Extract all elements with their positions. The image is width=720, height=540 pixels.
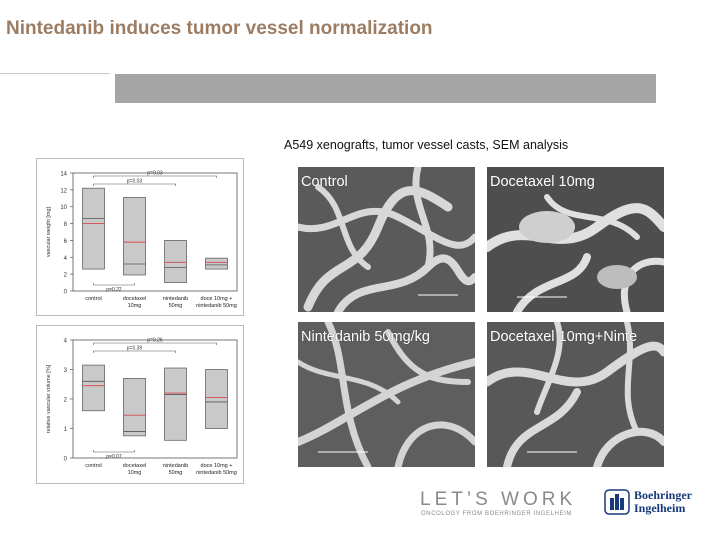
x-tick-label: nintedanib 50mg xyxy=(196,303,237,309)
box-2 xyxy=(165,368,187,440)
pvalue-bracket xyxy=(94,450,135,452)
y-tick-label: 2 xyxy=(63,272,67,279)
lets-work-logo: LET’S WORK xyxy=(420,489,577,510)
sem-image-nintedanib xyxy=(298,322,475,467)
image-label: Nintedanib 50mg/kg xyxy=(301,329,430,345)
images-subtitle: A549 xenografts, tumor vessel casts, SEM analysis xyxy=(284,138,569,152)
x-tick-label: 10mg xyxy=(127,303,142,309)
x-tick-label: 10mg xyxy=(127,470,142,476)
boehringer-logo-icon xyxy=(604,489,630,515)
pvalue-label: p=0.03 xyxy=(147,170,163,177)
chart-panel-weight xyxy=(36,158,244,316)
x-tick-label: nintedanib xyxy=(162,463,189,469)
y-tick-label: 10 xyxy=(60,205,67,212)
y-tick-label: 2 xyxy=(63,397,67,404)
y-tick-label: 4 xyxy=(63,255,67,262)
box-3 xyxy=(206,370,228,429)
image-label: Control xyxy=(301,174,348,190)
sem-image-combination xyxy=(487,322,664,467)
y-tick-label: 8 xyxy=(63,222,67,229)
pvalue-label: p=0.03 xyxy=(126,178,143,185)
pvalue-label: p=0.26 xyxy=(147,337,163,344)
bi-line1: Boehringer xyxy=(634,488,692,502)
bi-line2: Ingelheim xyxy=(634,501,686,515)
x-tick-label: control xyxy=(85,296,102,302)
header-bar xyxy=(115,74,656,103)
lets-work-tagline: ONCOLOGY FROM BOEHRINGER INGELHEIM xyxy=(421,511,572,517)
x-tick-label: 50mg xyxy=(168,303,183,309)
x-tick-label: nintedanib xyxy=(162,296,189,302)
y-axis-label: relative vascular volume [%] xyxy=(46,364,52,434)
chart-panel-volume xyxy=(36,325,244,484)
box-1 xyxy=(124,197,146,275)
y-tick-label: 0 xyxy=(63,289,67,296)
sem-image-docetaxel xyxy=(487,167,664,312)
pvalue-label: p=0.07 xyxy=(106,454,122,460)
boehringer-logo-text xyxy=(634,489,692,515)
x-tick-label: docetaxel xyxy=(122,296,147,302)
x-tick-label: doce 10mg + xyxy=(200,296,233,302)
y-tick-label: 1 xyxy=(63,427,67,433)
y-tick-label: 12 xyxy=(60,188,67,195)
sem-image-control xyxy=(298,167,475,312)
box-1 xyxy=(124,378,146,436)
page-title: Nintedanib induces tumor vessel normalization xyxy=(6,18,433,39)
box-0 xyxy=(83,188,105,269)
pvalue-label: p=0.39 xyxy=(126,345,143,352)
y-axis-label: vascular weight [mg] xyxy=(46,206,52,258)
x-tick-label: 50mg xyxy=(168,470,183,476)
box-2 xyxy=(165,240,187,282)
x-tick-label: control xyxy=(85,463,102,469)
y-tick-label: 3 xyxy=(63,368,67,374)
x-tick-label: docetaxel xyxy=(122,463,147,469)
image-label: Docetaxel 10mg+Ninte xyxy=(490,329,638,345)
x-tick-label: doce 10mg + xyxy=(200,463,233,469)
title-rule xyxy=(0,73,110,74)
chart-vascular-weight xyxy=(37,159,243,315)
chart-vascular-volume xyxy=(37,326,243,483)
box-3 xyxy=(206,258,228,269)
pvalue-label: p=0.22 xyxy=(106,287,122,293)
box-0 xyxy=(83,365,105,411)
image-label: Docetaxel 10mg xyxy=(490,174,595,190)
y-tick-label: 14 xyxy=(60,171,67,178)
x-tick-label: nintedanib 50mg xyxy=(196,470,237,476)
pvalue-bracket xyxy=(94,283,135,285)
y-tick-label: 4 xyxy=(63,338,67,345)
y-tick-label: 6 xyxy=(63,238,67,245)
y-tick-label: 0 xyxy=(63,456,67,463)
